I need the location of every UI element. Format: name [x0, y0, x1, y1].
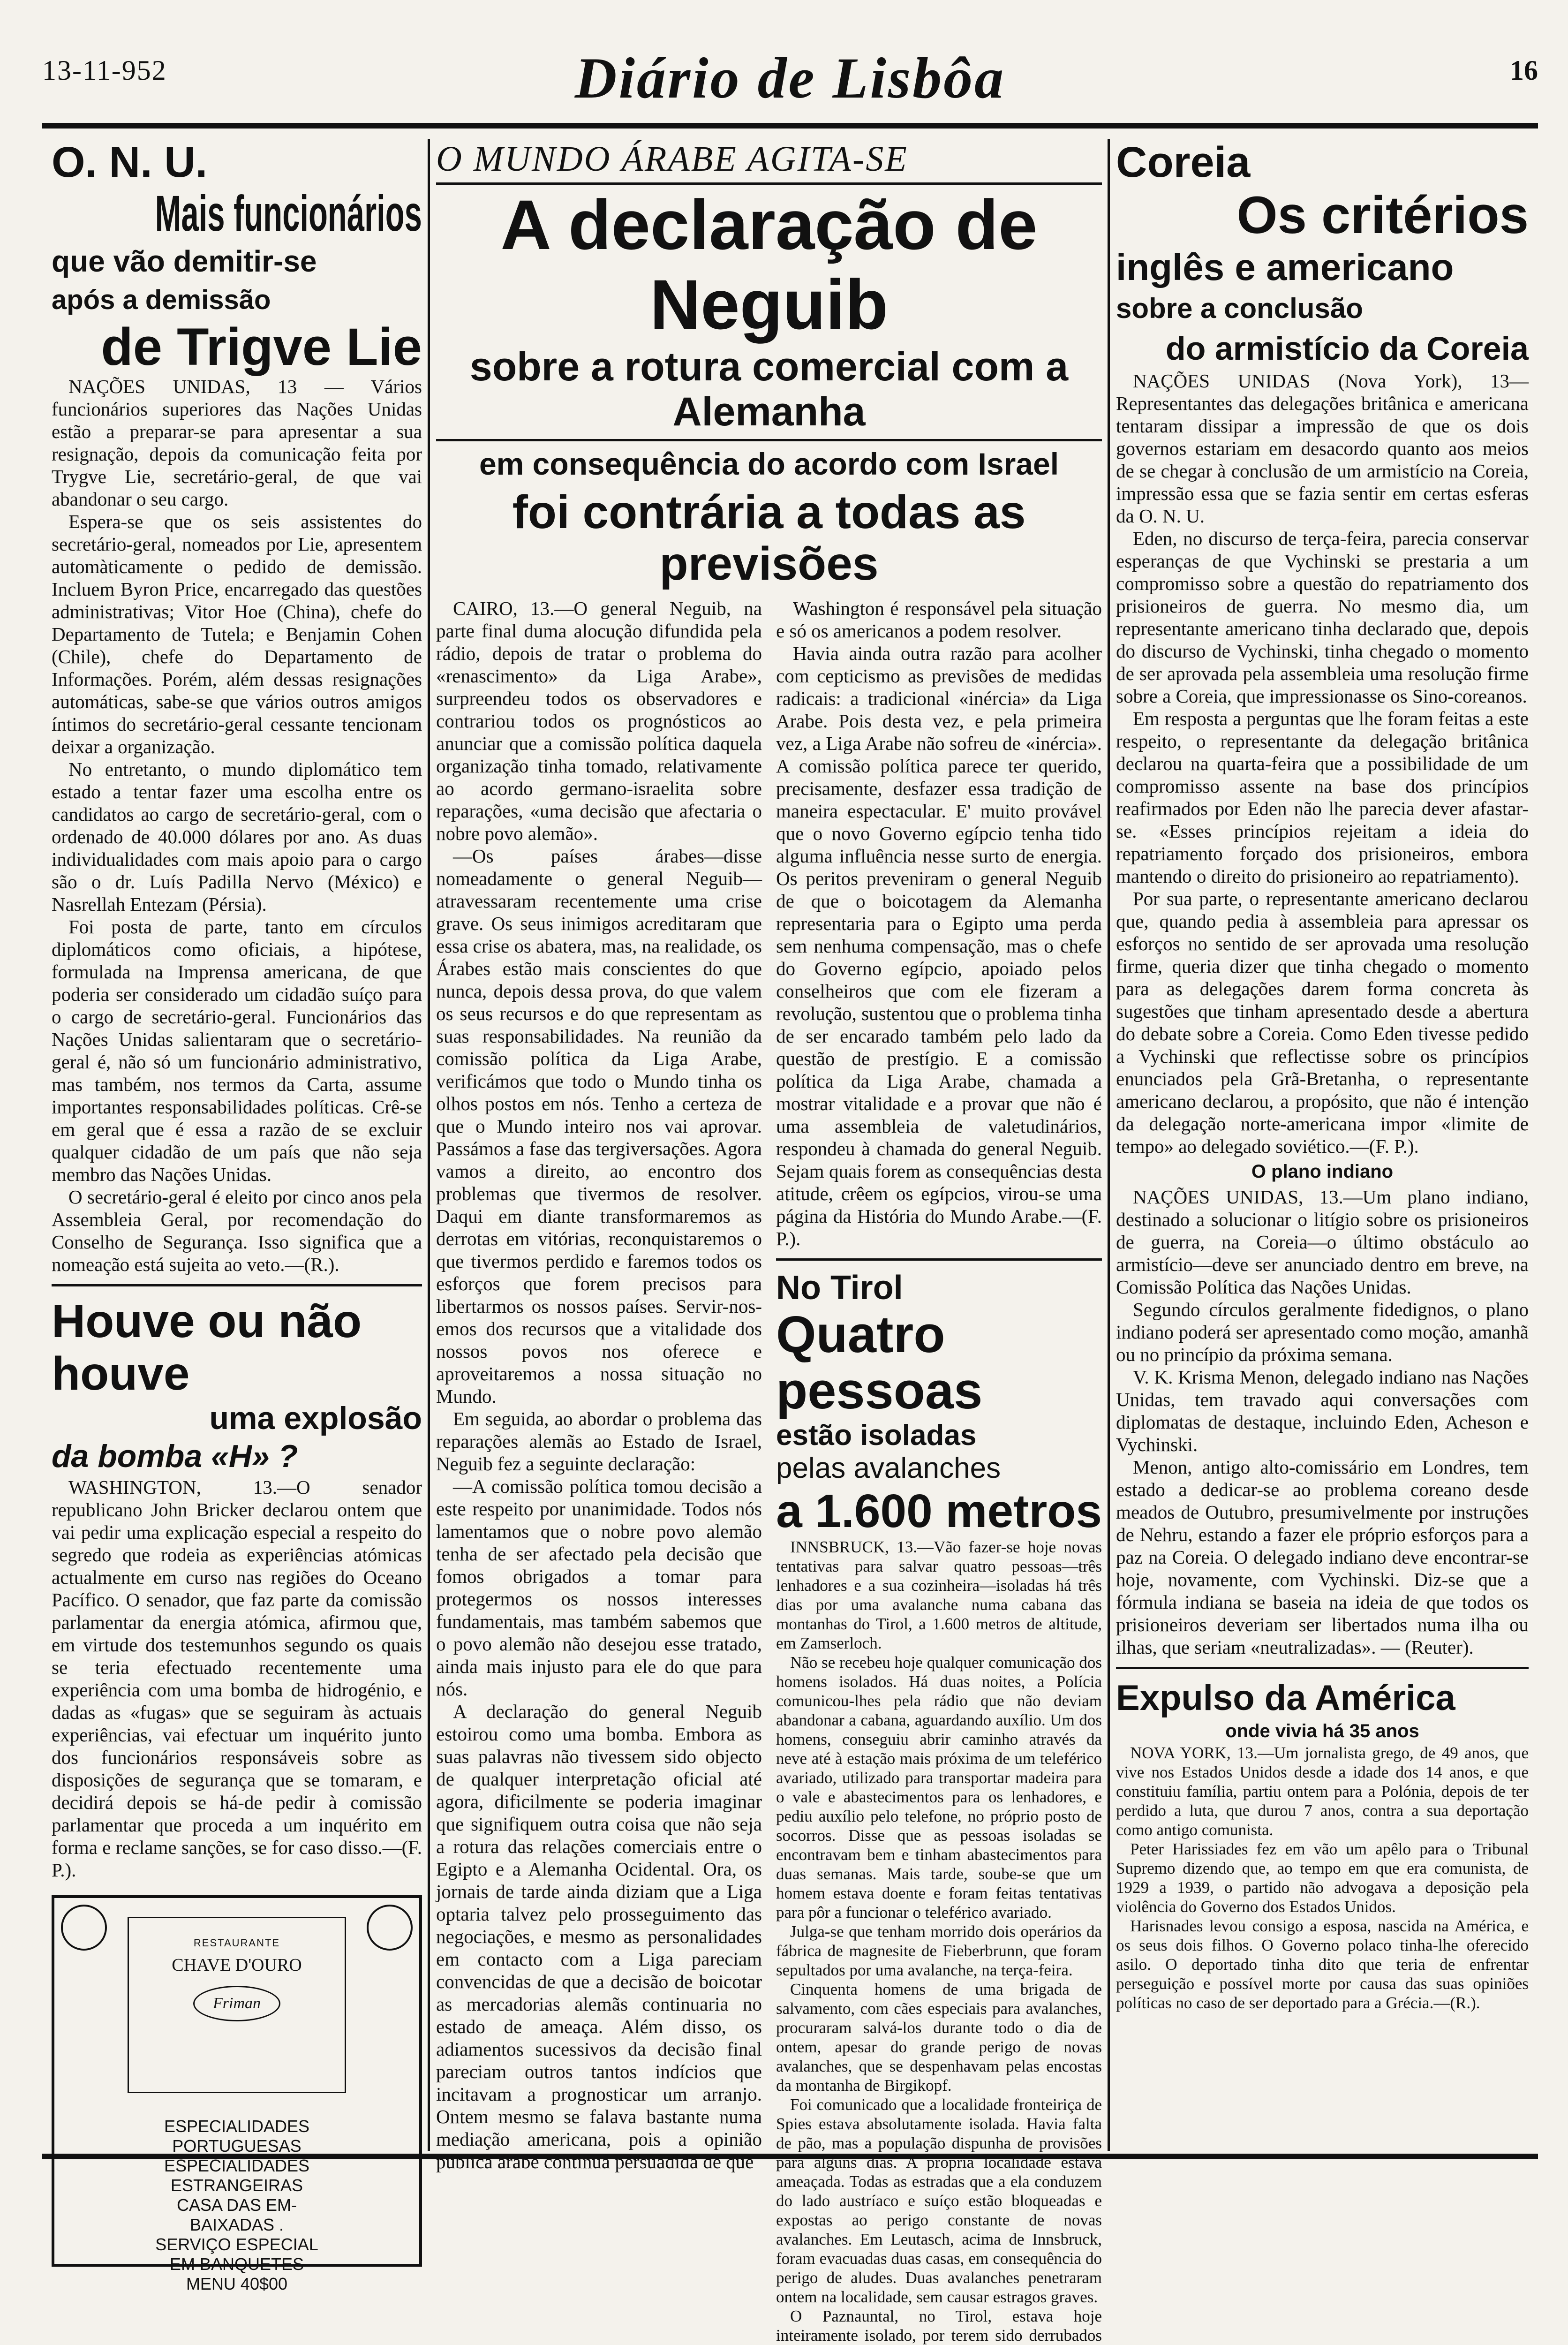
ad-line: BAIXADAS . — [189, 2215, 284, 2234]
article-body — [1116, 370, 1529, 1157]
ad-name: CHAVE D'OURO — [172, 1955, 302, 1975]
paragraph: No entretanto, o mundo diplomático tem estado a tentar fazer uma escolha entre os candidatos ao cargo de secretário-geral, com o ordenado de 40.000 dólares por ano. As duas individualidades com mais apoio para o cargo são o dr. Luís Padilla Nervo (México) e Nasrellah Entezam (Pérsia). — [52, 758, 422, 915]
subheadline: sobre a conclusão — [1116, 293, 1363, 324]
paragraph: Menon, antigo alto-comissário em Londres, tem estado a dedicar-se ao problema coreano desde meados de Outubro, presumivelmente por instruções de Nehru, estando a fazer ele próprio esforços para a paz na Coreia. O delegado indiano deve encontrar-se hoje, novamente, com Vychinski. Diz-se que a fórmula indiana se baseia na ideia de que todos os prisioneiros deveriam ser libertados numa ilha ou ilhas, que seriam «neutralizadas». — (Reuter). — [1116, 1456, 1529, 1658]
paragraph: NAÇÕES UNIDAS, 13 — Vários funcionários superiores das Nações Unidas estão a preparar-se para apresentar a sua resignação, depois da comunicação feita por Trygve Lie, secretário-geral, de que vai abandonar o seu cargo. — [52, 376, 422, 510]
paragraph: Havia ainda outra razão para acolher com cepticismo as previsões de medidas radicais: a tradicional «inércia» da Liga Arabe. Pois desta vez, e pela primeira vez, a Liga Arabe não sofreu de «inércia». A comissão política parece ter querido, precisamente, desfazer essa tradição de maneira espectacular. E' muito provável que o novo Governo egípcio tenha tido alguma influência nesse surto de energia. Os peritos preveniram o general Neguib de que o boicotagem da Alemanha representaria para o Egipto uma perda sem nenhuma compensação, mas o chefe do Governo egípcio, apoiado pelos conselheiros que com ele fizeram a revolução, sustentou que o problema tinha de ser encarado também pelo lado da questão de prestígio. E a comissão política da Liga Arabe, chamada a mostrar vitalidade e a provar que não é uma assembleia de valetudinários, respondeu à chamada do general Neguib. Sejam quais forem as consequências desta atitude, crêem os egípcios, virou-se uma página da História do Mundo Arabe.—(F. P.). — [776, 643, 1102, 1249]
restaurant-ad — [52, 1895, 422, 2293]
headline: Mais funcionários — [155, 185, 422, 242]
newspaper-title: Diário de Lisbôa — [574, 46, 1006, 110]
article-expulso — [1116, 1678, 1529, 2012]
article-body — [52, 375, 422, 1276]
article-bomba — [52, 1295, 422, 1881]
ad-line: SERVIÇO ESPECIAL — [155, 2235, 318, 2254]
paragraph: Segundo círculos geralmente fidedignos, o plano indiano poderá ser apresentado como moção, amanhã ou no princípio da próxima semana. — [1116, 1299, 1529, 1365]
paragraph: V. K. Krisma Menon, delegado indiano nas Nações Unidas, tem travado aqui conversações com diplomatas de destaque, incluindo Eden, Acheson e Vychinski. — [1116, 1366, 1529, 1455]
ornament-icon — [61, 1905, 107, 1951]
headline: A declaração de Neguib — [500, 185, 1038, 344]
article-divider — [52, 1284, 422, 1286]
paragraph: CAIRO, 13.—O general Neguib, na parte final duma alocução difundida pela rádio, depois de tratar o problema do «renascimento» da Liga Arabe», surpreendeu todos os observadores e contrariou todos os prognósticos ao anunciar que a comissão política daquela organização tinha tomado, relativamente ao acordo germano-israelita sobre reparações, «uma decisão que afectaria o nobre povo alemão». — [436, 598, 762, 844]
paragraph: O Paznauntal, no Tirol, estava hoje inteiramente isolado, por terem sido derrubados — [776, 2307, 1102, 2345]
text-column — [436, 597, 762, 2345]
subheadline: após a demissão — [52, 285, 271, 315]
column-right — [1116, 139, 1529, 2151]
headline: Os critérios — [1236, 186, 1529, 244]
article-body — [436, 597, 1102, 2345]
section-label: O MUNDO ÁRABE AGITA-SE — [436, 139, 1102, 185]
article-divider — [1116, 1667, 1529, 1669]
paragraph: Washington é responsável pela situação e só os americanos a podem resolver. — [776, 598, 1102, 642]
ad-kicker: RESTAURANTE — [193, 1937, 280, 1949]
subheadline: onde vivia há 35 anos — [1225, 1721, 1419, 1741]
ad-text — [73, 2117, 400, 2294]
paragraph: NOVA YORK, 13.—Um jornalista grego, de 49 anos, que vive nos Estados Unidos desde a idade dos 14 anos, e que constituiu família, partiu ontem para a Polónia, depois de ter perdido a luta, que durou 7 anos, contra a sua deportação como antigo comunista. — [1116, 1744, 1529, 1839]
paragraph: Em resposta a perguntas que lhe foram feitas a este respeito, o representante da delegação britânica declarou na quarta-feira que a possibilidade de um compromisso assente na base dos princípios reafirmados por Eden não lhe parecia dever afastar-se. «Esses princípios rejeitam a ideia do repatriamento forçado dos prisioneiros, embora mantendo o direito do prisioneiro ao repatriamento). — [1116, 708, 1529, 887]
subheading: O plano indiano — [1251, 1161, 1394, 1182]
paragraph: A declaração do general Neguib estoirou como uma bomba. Embora as suas palavras não tivessem sido objecto de qualquer interpretação oficial até agora, dificilmente se poderia imaginar que signifiquem outra coisa que não seja a rotura das relações comerciais entre o Egipto e a Alemanha Ocidental. Ora, os jornais de tarde ainda diziam que a Liga optaria talvez pelo prosseguimento das negociações, e mesmo as personalidades em contacto com a Liga pareciam convencidas de que a decisão de boicotar as mercadorias alemãs continuaria no estado de ameaça. Além disso, os adiamentos sucessivos da decisão final pareciam outros tantos indícios que incitavam a prognosticar um arranjo. Ontem mesmo se falava bastante numa mediação americana, pois a opinião pública árabe continua persuadida de que — [436, 1701, 762, 2172]
ad-line: ESTRANGEIRAS — [170, 2176, 303, 2195]
ad-line: ESPECIALIDADES — [164, 2117, 310, 2136]
subheadline: inglês e americano — [1116, 246, 1454, 288]
article-body — [1116, 1186, 1529, 1658]
paragraph: Foi posta de parte, tanto em círculos diplomáticos como oficiais, a hipótese, formulada na Imprensa americana, de que poderia ser considerado um cidadão suíço para o cargo de secretário-geral. Funcionários das Nações Unidas salientaram que o secretário-geral é, não só um funcionário administrativo, mas também, nos termos da Carta, assume importantes responsabilidades políticas. Crê-se em geral que é essa a razão de se excluir qualquer cidadão de um país que não seja membro das Nações Unidas. — [52, 916, 422, 1185]
article-body — [1116, 1743, 1529, 2012]
headline: Quatro pessoas — [776, 1306, 983, 1420]
page-number: 16 — [1510, 55, 1538, 86]
article-tirol — [776, 1269, 1102, 2345]
subheadline: uma explosão — [209, 1400, 422, 1436]
headline: Expulso da América — [1116, 1678, 1455, 1718]
headline: de Trigve Lie — [101, 318, 422, 376]
issue-date: 13-11-952 — [42, 55, 167, 86]
article-divider — [776, 1258, 1102, 1261]
column-center — [436, 139, 1102, 2345]
article-body — [52, 1476, 422, 1881]
subheadline: estão isoladas — [776, 1419, 977, 1452]
section-label: Coreia — [1116, 138, 1251, 186]
ad-line: PORTUGUESAS — [172, 2136, 302, 2156]
ad-line: EM BANQUETES — [169, 2254, 304, 2274]
paragraph: Eden, no discurso de terça-feira, parecia conservar esperanças de que Vychinski se prestaria a um compromisso sobre a questão do repatriamento dos prisioneiros de guerra. No mesmo dia, um representante americano tinha declarado que, depois do discurso de Vychinski, tinha chegado o momento de ser aprovada pela assembleia uma resolução firme sobre a Coreia, que impressionasse os Sino-coreanos. — [1116, 528, 1529, 707]
subheadline: que vão demitir-se — [52, 244, 317, 278]
subheadline: pelas avalanches — [776, 1452, 1001, 1484]
section-label: No Tirol — [776, 1269, 903, 1307]
paragraph: Julga-se que tenham morrido dois operários da fábrica de magnesite de Fieberbrunn, que foram sepultados por uma avalanche, na terça-feira. — [776, 1922, 1102, 1979]
masthead — [42, 45, 1538, 125]
headline: foi contrária a todas as previsões — [512, 486, 1026, 590]
column-left — [52, 138, 422, 2293]
paragraph: INNSBRUCK, 13.—Vão fazer-se hoje novas tentativas para salvar quatro pessoas—três lenhadores e a sua cozinheira—isoladas há três dias por uma avalanche numa cabana das montanhas do Tirol, a 1.600 metros de altitude, em Zamserloch. — [776, 1538, 1102, 1652]
column-divider — [428, 139, 430, 2151]
paragraph: Peter Harissiades fez em vão um apêlo para o Tribunal Supremo dizendo que, ao tempo em que era comunista, de 1929 a 1939, o partido não advogava a deposição pela violência do Governo dos Estados Unidos. — [1116, 1840, 1529, 1916]
ad-line: MENU 40$00 — [186, 2274, 288, 2293]
ad-line: CASA DAS EM- — [176, 2195, 297, 2215]
text-column — [776, 597, 1102, 2345]
paragraph: WASHINGTON, 13.—O senador republicano John Bricker declarou ontem que vai pedir uma explicação especial a respeito do segredo que rodeia as experiências atómicas actualmente em curso nas regiões do Oceano Pacífico. O senador, que faz parte da comissão parlamentar da energia atómica, afirmou que, em virtude dos testemunhos segundo os quais se teria efectuado recentemente uma experiência com uma bomba de hidrogénio, e dadas as «fugas» que se seguiram às actuais experiências, vai efectuar um inquérito junto dos funcionários responsáveis sobre as disposições de segurança que se tomaram, e decidirá depois se há-de pedir à comissão parlamentar que proceda a um inquérito em forma e reclame sanções, se for caso disso.—(F. P.). — [52, 1476, 422, 1881]
paragraph: O secretário-geral é eleito por cinco anos pela Assembleia Geral, por recomendação do Conselho de Segurança. Isso significa que a nomeação está sujeita ao veto.—(R.). — [52, 1186, 422, 1275]
headline: a 1.600 metros — [776, 1485, 1102, 1537]
text-block — [776, 597, 1102, 1250]
article-onu — [52, 139, 422, 1276]
ad-signboard — [128, 1917, 346, 2093]
paragraph: Por sua parte, o representante americano declarou que, quando pedia à assembleia para apressar os esforços no sentido de ser aprovada uma resolução firme, queria dizer que tinha chegado o momento para as delegações darem forma concreta às sugestões que tinham apresentado desde a abertura do debate sobre a Coreia. Como Eden tivesse pedido a Vychinski que reflectisse sobre os princípios enunciados pela Grã-Bretanha, o representante americano declarou, a propósito, que não é intenção da delegação norte-americana impor «limite de tempo» ao delegado soviético.—(F. P.). — [1116, 888, 1529, 1157]
masthead-rule — [42, 123, 1538, 129]
subheadline: em consequência do acordo com Israel — [479, 446, 1059, 481]
headline: Houve ou não houve — [52, 1295, 362, 1400]
paragraph: Não se recebeu hoje qualquer comunicação dos homens isolados. Há duas noites, a Polícia comunicou-lhes pela rádio que não deviam abandonar a cabana, aguardando auxílio. Um dos homens, conseguiu abrir caminho através da neve até à estação mais próxima de um teleférico avariado, utilizado para transportar madeira para o vale e abastecimentos para os lenhadores, e pediu auxílio pelo telefone, no próprio posto de socorros. Disse que as pessoas isoladas se encontravam bem e tinham abastecimentos para duas semanas. Mais tarde, soube-se que um homem estava doente e foram feitas tentativas para pôr a funcionar o teleférico avariado. — [776, 1653, 1102, 1921]
column-divider — [1108, 139, 1110, 2151]
paragraph: NAÇÕES UNIDAS, 13.—Um plano indiano, destinado a solucionar o litígio sobre os prisioneiros de guerra, na Coreia—o último obstáculo ao armistício—deve ser anunciado dentro em breve, na Comissão Política das Nações Unidas. — [1116, 1186, 1529, 1298]
paragraph: Cinquenta homens de uma brigada de salvamento, com cães especiais para avalanches, procuraram salvá-los durante todo o dia de ontem, apesar do grande perigo de novas avalanches, que se despenhavam pelas encostas da montanha de Birgikopf. — [776, 1980, 1102, 2095]
paragraph: Harisnades levou consigo a esposa, nascida na América, e os seus dois filhos. O Governo polaco tinha-lhe oferecido asilo. O deportado tinha dito que teria de enfrentar perseguição e possível morte por causa das suas opiniões políticas no caso de ser deportado para a Grécia.—(R.). — [1116, 1917, 1529, 2012]
subheadline: do armistício da Coreia — [1165, 330, 1529, 367]
section-label: O. N. U. — [52, 138, 208, 186]
paragraph: Em seguida, ao abordar o problema das reparações alemãs ao Estado de Israel, Neguib fez a seguinte declaração: — [436, 1408, 762, 1475]
paragraph: —A comissão política tomou decisão a este respeito por unanimidade. Todos nós lamentamos que o nobre povo alemão tenha de ser afectado pela decisão que fomos obrigados a tomar para protegermos os nossos interesses fundamentais, mas também sabemos que o povo alemão não desejou esse tratado, ainda mais injusto para ele do que para nós. — [436, 1475, 762, 1700]
subheadline: sobre a rotura comercial com a Alemanha — [436, 344, 1102, 441]
paragraph: NAÇÕES UNIDAS (Nova York), 13—Representantes das delegações britânica e americana tentaram dissipar a impressão de que os dois governos estariam em desacordo quanto aos meios de se chegar à conclusão de um armistício na Coreia, impressão essa que se fazia sentir em certas esferas da O. N. U. — [1116, 370, 1529, 527]
paragraph: Espera-se que os seis assistentes do secretário-geral, nomeados por Lie, apresentem automàticamente o pedido de demissão. Incluem Byron Price, encarregado das questões administrativas; Vitor Hoe (China), chefe do Departamento de Tutela; e Benjamin Cohen (Chile), chefe do Departamento de Informações. Porém, além dessas resignações automáticas, sabe-se que vários outros amigos íntimos do secretário-geral cessante tencionam deixar a organização. — [52, 511, 422, 757]
article-neguib — [436, 139, 1102, 2345]
paragraph: —Os países árabes—disse nomeadamente o general Neguib—atravessaram recentemente uma crise grave. Os seus inimigos acreditaram que essa crise os abatera, mas, na realidade, os Árabes estão mais conscientes do que nunca, depois dessa prova, do que valem os seus recursos e do que representam as suas responsabilidades. Na reunião da comissão política da Liga Arabe, verificámos que todo o Mundo tinha os olhos postos em nós. Tenho a certeza de que o Mundo inteiro nos vai aprovar. Passámos a fase das tergiversações. Agora vamos a direito, ao encontro dos problemas que tivermos de resolver. Daqui em diante transformaremos as derrotas em vitórias, reconquistaremos o que tivermos perdido e faremos todos os esforços que forem precisos para libertarmos os nossos países. Servir-nos-emos dos recursos que a vitalidade dos nossos povos nos oferece e aproveitaremos a nossa situação no Mundo. — [436, 845, 762, 1407]
paragraph: Foi comunicado que a localidade fronteiriça de Spies estava absolutamente isolada. Havia falta de pão, mas a população dispunha de provisões para alguns dias. A própria localidade estava ameaçada. Todas as estradas que a ela conduzem do lado austríaco e suíço estão bloqueadas e expostas ao perigo constante de novas avalanches. Em Leutasch, acima de Innsbruck, foram evacuadas duas casas, em consequência do perigo de aludes. Duas avalanches penetraram ontem na localidade, sem causar estragos graves. — [776, 2095, 1102, 2306]
subheadline: da bomba «H» ? — [52, 1438, 298, 1474]
ad-logo: Friman — [193, 1986, 280, 2021]
ad-line: ESPECIALIDADES — [164, 2156, 310, 2175]
ornament-icon — [367, 1905, 413, 1951]
article-coreia — [1116, 139, 1529, 1658]
article-body — [776, 1537, 1102, 2345]
